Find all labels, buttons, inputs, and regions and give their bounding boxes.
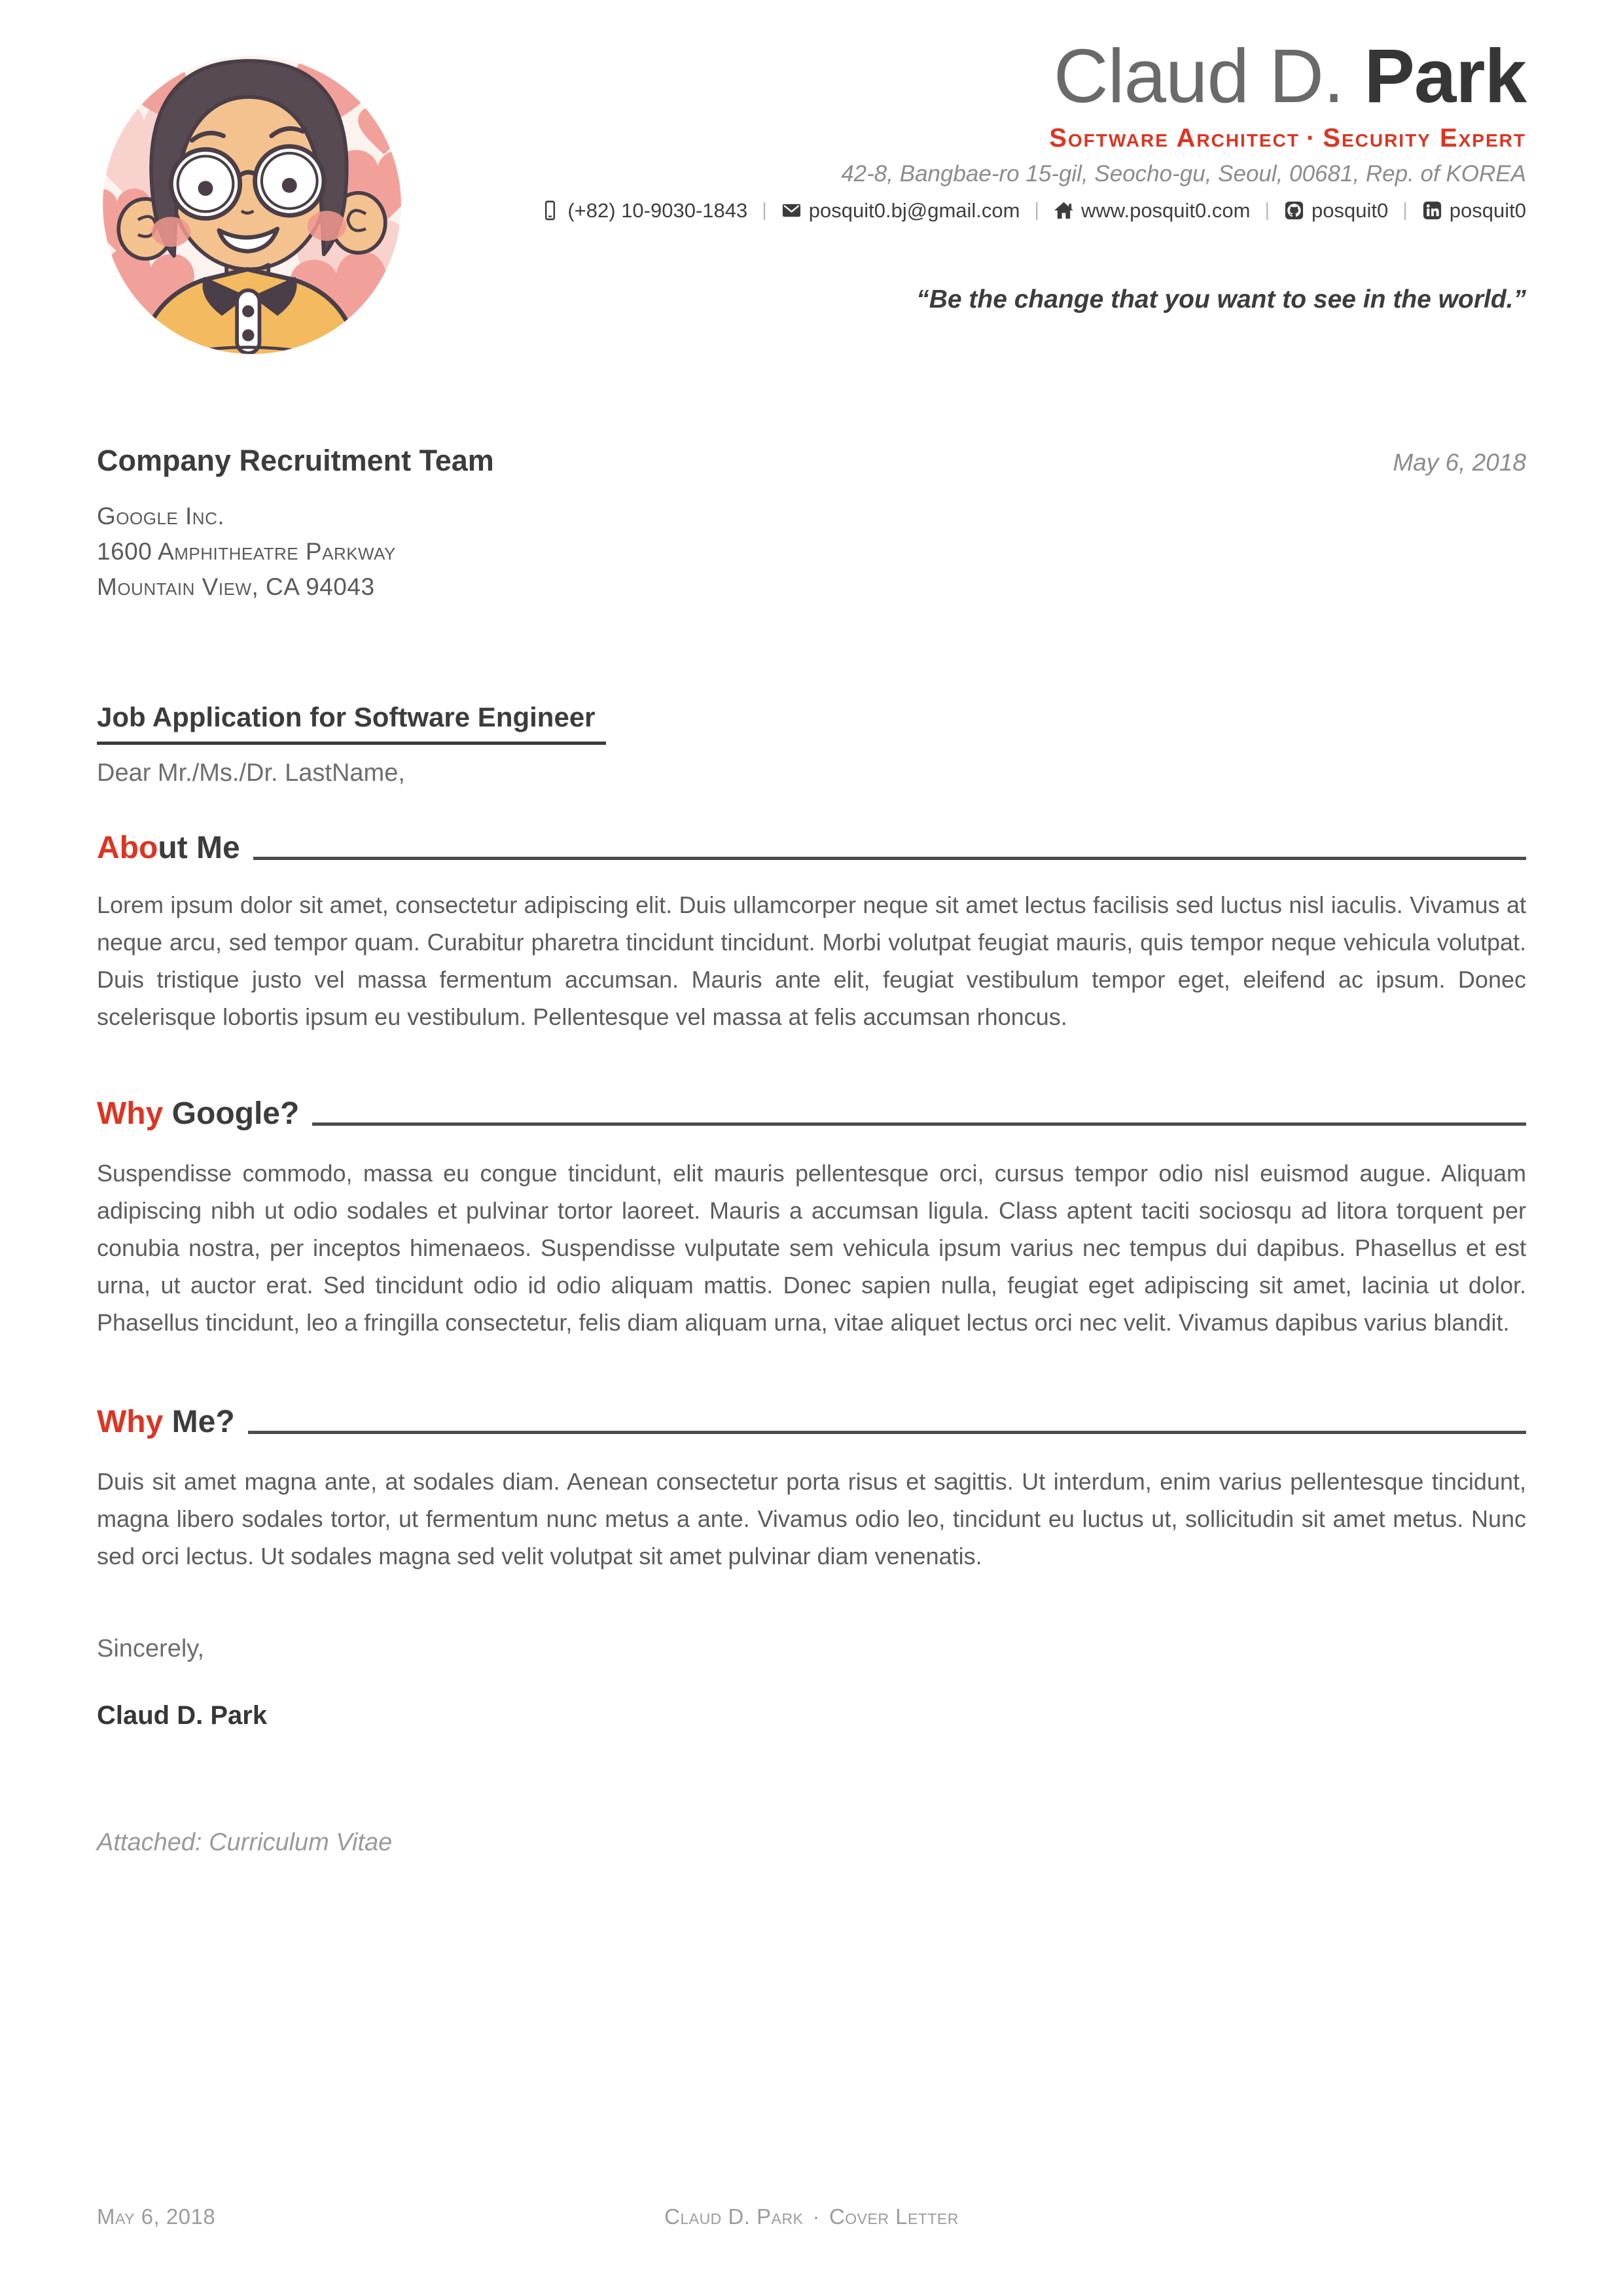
section-title-highlight: Why (97, 1405, 164, 1439)
envelope-icon (781, 200, 802, 221)
page-title (540, 33, 1526, 118)
section-title-rest: Google? (163, 1096, 300, 1131)
recipient-address (97, 499, 396, 605)
section-why-google-paragraph: Suspendisse commodo, massa eu congue tincidunt, elit mauris pellentesque orci, cursus tempor odio nisl euismod augue. Aliquam adipiscing nibh ut odio sodales et pulvinar tortor laoreet. Mauris a accumsan ligula. Class aptent taciti sociosqu ad litora torquent per conubia nostra, per inceptos himenaeos. Suspendisse vulputate sem vehicula ipsum varius nec tempus dui dapibus. Phasellus et est urna, ut auctor erat. Sed tincidunt odio id odio aliquam mattis. Donec sapien nulla, feugiat eget adipiscing sit amet, lacinia ut dolor. Phasellus tincidunt, leo a fringilla consectetur, felis diam aliquam urna, vitae aliquet lectus orci nec velit. Vivamus dapibus varius blandit. (97, 1160, 1526, 1336)
section-title-rest: ut Me (158, 831, 240, 865)
avatar-illustration (102, 55, 402, 355)
section-why-me-head (97, 1407, 1526, 1438)
contact-linkedin-text: posquit0 (1449, 198, 1526, 222)
recipient-name: Company Recruitment Team (97, 444, 494, 477)
section-about-title (97, 833, 240, 864)
section-title-rest: Me? (163, 1405, 235, 1439)
org-line-city: Mountain View, CA 94043 (97, 573, 375, 600)
linkedin-icon (1422, 200, 1442, 221)
section-rule (253, 857, 1526, 860)
contact-github[interactable] (1284, 199, 1388, 223)
section-why-me-paragraph: Duis sit amet magna ante, at sodales diam. Aenean consectetur porta risus et sagittis. Ut interdum, enim varius pellentesque tincidunt, magna libero sodales tortor, ut fermentum nunc metus a ante. Vivamus odio leo, tincidunt eu luctus ut, sollicitudin sit amet metus. Nunc sed orci lectus. Ut sodales magna sed velit volutpat sit amet pulvinar diam venenatis. (97, 1468, 1526, 1570)
header (540, 33, 1526, 223)
closing: Sincerely, (97, 1635, 205, 1662)
contact-divider: | (762, 200, 767, 221)
org-line-company: Google Inc. (97, 503, 225, 529)
letter-body (97, 833, 1526, 1857)
contact-email-text: posquit0.bj@gmail.com (808, 198, 1020, 222)
contact-divider: | (1264, 200, 1270, 221)
address-line: 42-8, Bangbae-ro 15-gil, Seocho-gu, Seoul, 00681, Rep. of KOREA (841, 160, 1526, 187)
section-about-paragraph: Lorem ipsum dolor sit amet, consectetur adipiscing elit. Duis ullamcorper neque sit amet lectus facilisis sed luctus nisl iaculis. Vivamus at neque arcu, sed tempor quam. Curabitur pharetra tincidunt tincidunt. Morbi volutpat feugiat mauris, quis tempor neque vehicula volutpat. Duis tristique justo vel massa fermentum accumsan. Mauris ante elit, feugiat vestibulum tempor eget, eleifend ac ipsum. Donec scelerisque lobortis ipsum eu vestibulum. Pellentesque vel massa at felis accumsan rhoncus. (97, 891, 1526, 1030)
section-rule (248, 1431, 1526, 1434)
section-about-head (97, 833, 1526, 864)
section-title-highlight: Abo (97, 831, 158, 865)
section-why-google-title (97, 1098, 299, 1130)
contact-phone-text: (+82) 10-9030-1843 (567, 198, 748, 222)
home-icon (1054, 200, 1074, 221)
org-line-street: 1600 Amphitheatre Parkway (97, 538, 396, 565)
contact-website-text: www.posquit0.com (1081, 198, 1251, 222)
salutation: Dear Mr./Ms./Dr. LastName, (97, 759, 405, 787)
contact-linkedin[interactable] (1422, 199, 1526, 223)
avatar-svg (102, 55, 402, 355)
section-why-google-head (97, 1098, 1526, 1130)
section-why-me-title (97, 1407, 235, 1438)
role-security-expert: Security Expert (1323, 123, 1526, 152)
section-title-highlight: Why (97, 1096, 164, 1131)
signature: Claud D. Park (97, 1701, 268, 1730)
contact-github-text: posquit0 (1311, 198, 1389, 222)
mobile-icon (540, 200, 560, 221)
first-name: Claud D. (1053, 33, 1344, 118)
section-rule (312, 1122, 1526, 1126)
github-icon (1284, 200, 1304, 221)
footer-doc-type: Cover Letter (829, 2204, 959, 2229)
tagline-separator: · (1306, 123, 1317, 152)
contact-website[interactable] (1054, 199, 1250, 223)
letter-date: May 6, 2018 (1393, 449, 1526, 476)
contact-divider: | (1402, 200, 1408, 221)
recipient-row (97, 444, 1526, 478)
page-footer (97, 2204, 1526, 2229)
personal-quote: “Be the change that you want to see in the world.” (916, 285, 1526, 314)
footer-center (97, 2204, 1526, 2229)
footer-date: May 6, 2018 (97, 2204, 216, 2229)
contact-bar (540, 199, 1526, 223)
attachment-note: Attached: Curriculum Vitae (97, 1829, 393, 1856)
contact-phone[interactable] (540, 199, 747, 223)
footer-author: Claud D. Park (664, 2204, 804, 2229)
last-name: Park (1364, 33, 1526, 118)
footer-separator: · (812, 2204, 820, 2229)
role-software-architect: Software Architect (1049, 123, 1300, 152)
contact-divider: | (1034, 200, 1040, 221)
tagline (540, 124, 1526, 153)
subject-title: Job Application for Software Engineer (97, 702, 606, 745)
contact-email[interactable] (781, 199, 1020, 223)
